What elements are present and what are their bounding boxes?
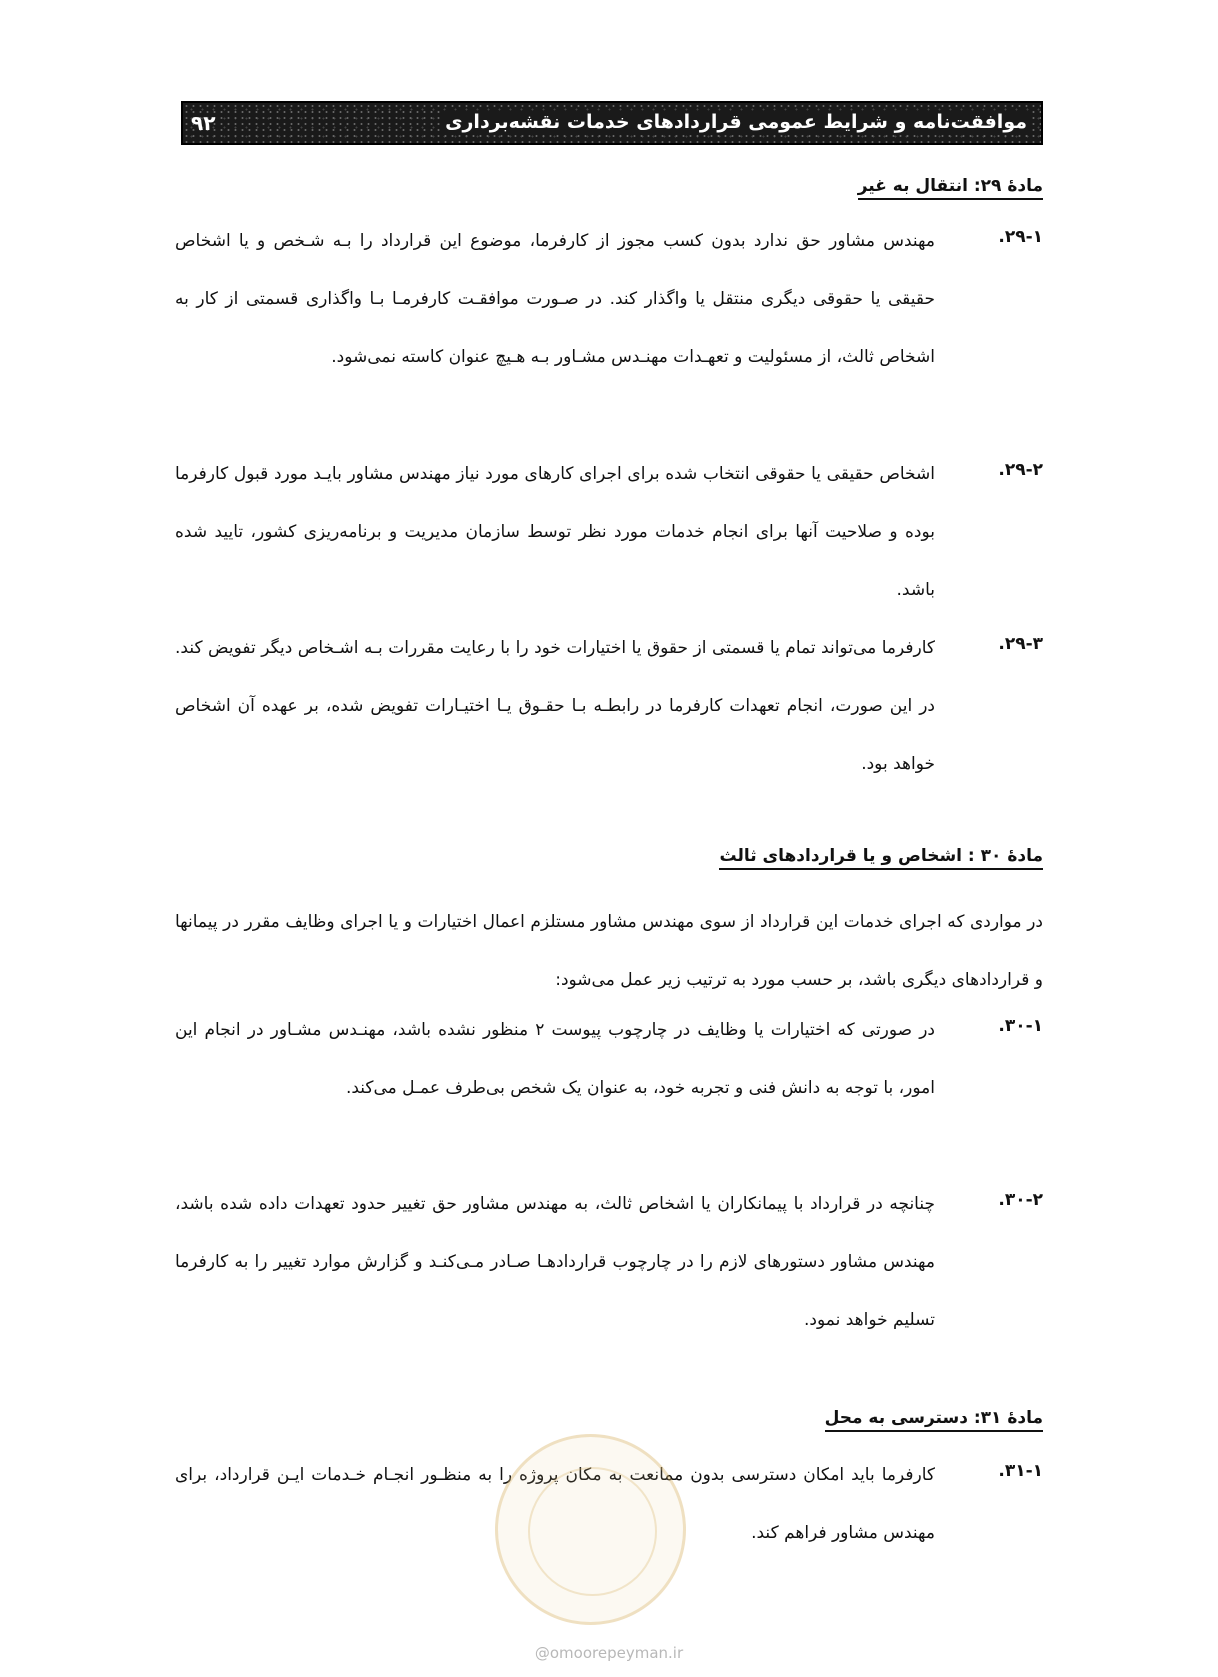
page-header [181, 101, 1043, 145]
watermark-site: @omoorepeyman.ir [534, 1644, 684, 1662]
document-title: موافقت‌نامه و شرایط عمومی قراردادهای خدمات نقشه‌برداری [441, 111, 1031, 133]
article-30-heading: مادهٔ ۳۰ : اشخاص و یا قراردادهای ثالث [719, 846, 1043, 870]
clause-number: ۳۰-۱. [998, 1016, 1043, 1036]
clause-text: در صورتی که اختیارات یا وظایف در چارچوب پیوست ۲ منظور نشده باشد، مهنـدس مشـاور در انجام این امور، با توجه به دانش فنی و تجربه خود، به عنوان یک شخص بی‌طرف عمـل می‌کند. [175, 1020, 935, 1098]
article-29-heading: مادهٔ ۲۹: انتقال به غیر [858, 176, 1043, 200]
page-number: ۹۲ [191, 111, 216, 135]
clause-number: ۲۹-۳. [998, 634, 1043, 654]
article-30-intro: در مواردی که اجرای خدمات این قرارداد از سوی مهندس مشاور مستلزم اعمال اختیارات و یا اجرای وظایف مقرر در پیمانها و قراردادهای دیگری باشد، بر حسب مورد به ترتیب زیر عمل می‌شود: [175, 912, 1043, 990]
clause-text: کارفرما باید امکان دسترسی بدون ممانعت به مکان پروژه را به منظـور انجـام خـدمات ایـن قرارداد، برای مهندس مشاور فراهم کند. [175, 1465, 935, 1543]
clause-number: ۲۹-۱. [998, 227, 1043, 247]
article-31-heading: مادهٔ ۳۱: دسترسی به محل [825, 1408, 1043, 1432]
clause-number: ۳۰-۲. [998, 1190, 1043, 1210]
clause-number: ۳۱-۱. [998, 1461, 1043, 1481]
clause-text: کارفرما می‌تواند تمام یا قسمتی از حقوق یا اختیارات خود را با رعایت مقررات بـه اشـخاص دیگر تفویض کند. در این صورت، انجام تعهدات کارفرما در رابطـه بـا حقـوق یـا اختیـارات تفویض شده، بر عهده آن اشخاص خواهد بود. [175, 638, 935, 774]
clause-number: ۲۹-۲. [998, 460, 1043, 480]
clause-text: مهندس مشاور حق ندارد بدون کسب مجوز از کارفرما، موضوع این قرارداد را بـه شـخص و یا اشخاص حقیقی یا حقوقی دیگری منتقل یا واگذار کند. در صـورت موافقـت کارفرمـا بـا واگذاری قسمتی از کار به اشخاص ثالث، از مسئولیت و تعهـدات مهنـدس مشـاور بـه هـیچ عنوان کاسته نمی‌شود. [175, 231, 935, 367]
watermark-seal [495, 1434, 686, 1625]
watermark-seal-inner [528, 1467, 657, 1596]
clause-text: چنانچه در قرارداد با پیمانکاران یا اشخاص ثالث، به مهندس مشاور حق تغییر حدود تعهدات داده شده باشد، مهندس مشاور دستورهای لازم را در چارچوب قراردادهـا صـادر مـی‌کنـد و گزارش موارد تغییر را به کارفرما تسلیم خواهد نمود. [175, 1194, 935, 1330]
clause-text: اشخاص حقیقی یا حقوقی انتخاب شده برای اجرای کارهای مورد نیاز مهندس مشاور بایـد مورد قبول کارفرما بوده و صلاحیت آنها برای انجام خدمات مورد نظر توسط سازمان مدیریت و برنامه‌ریزی کشور، تایید شده باشد. [175, 464, 935, 600]
